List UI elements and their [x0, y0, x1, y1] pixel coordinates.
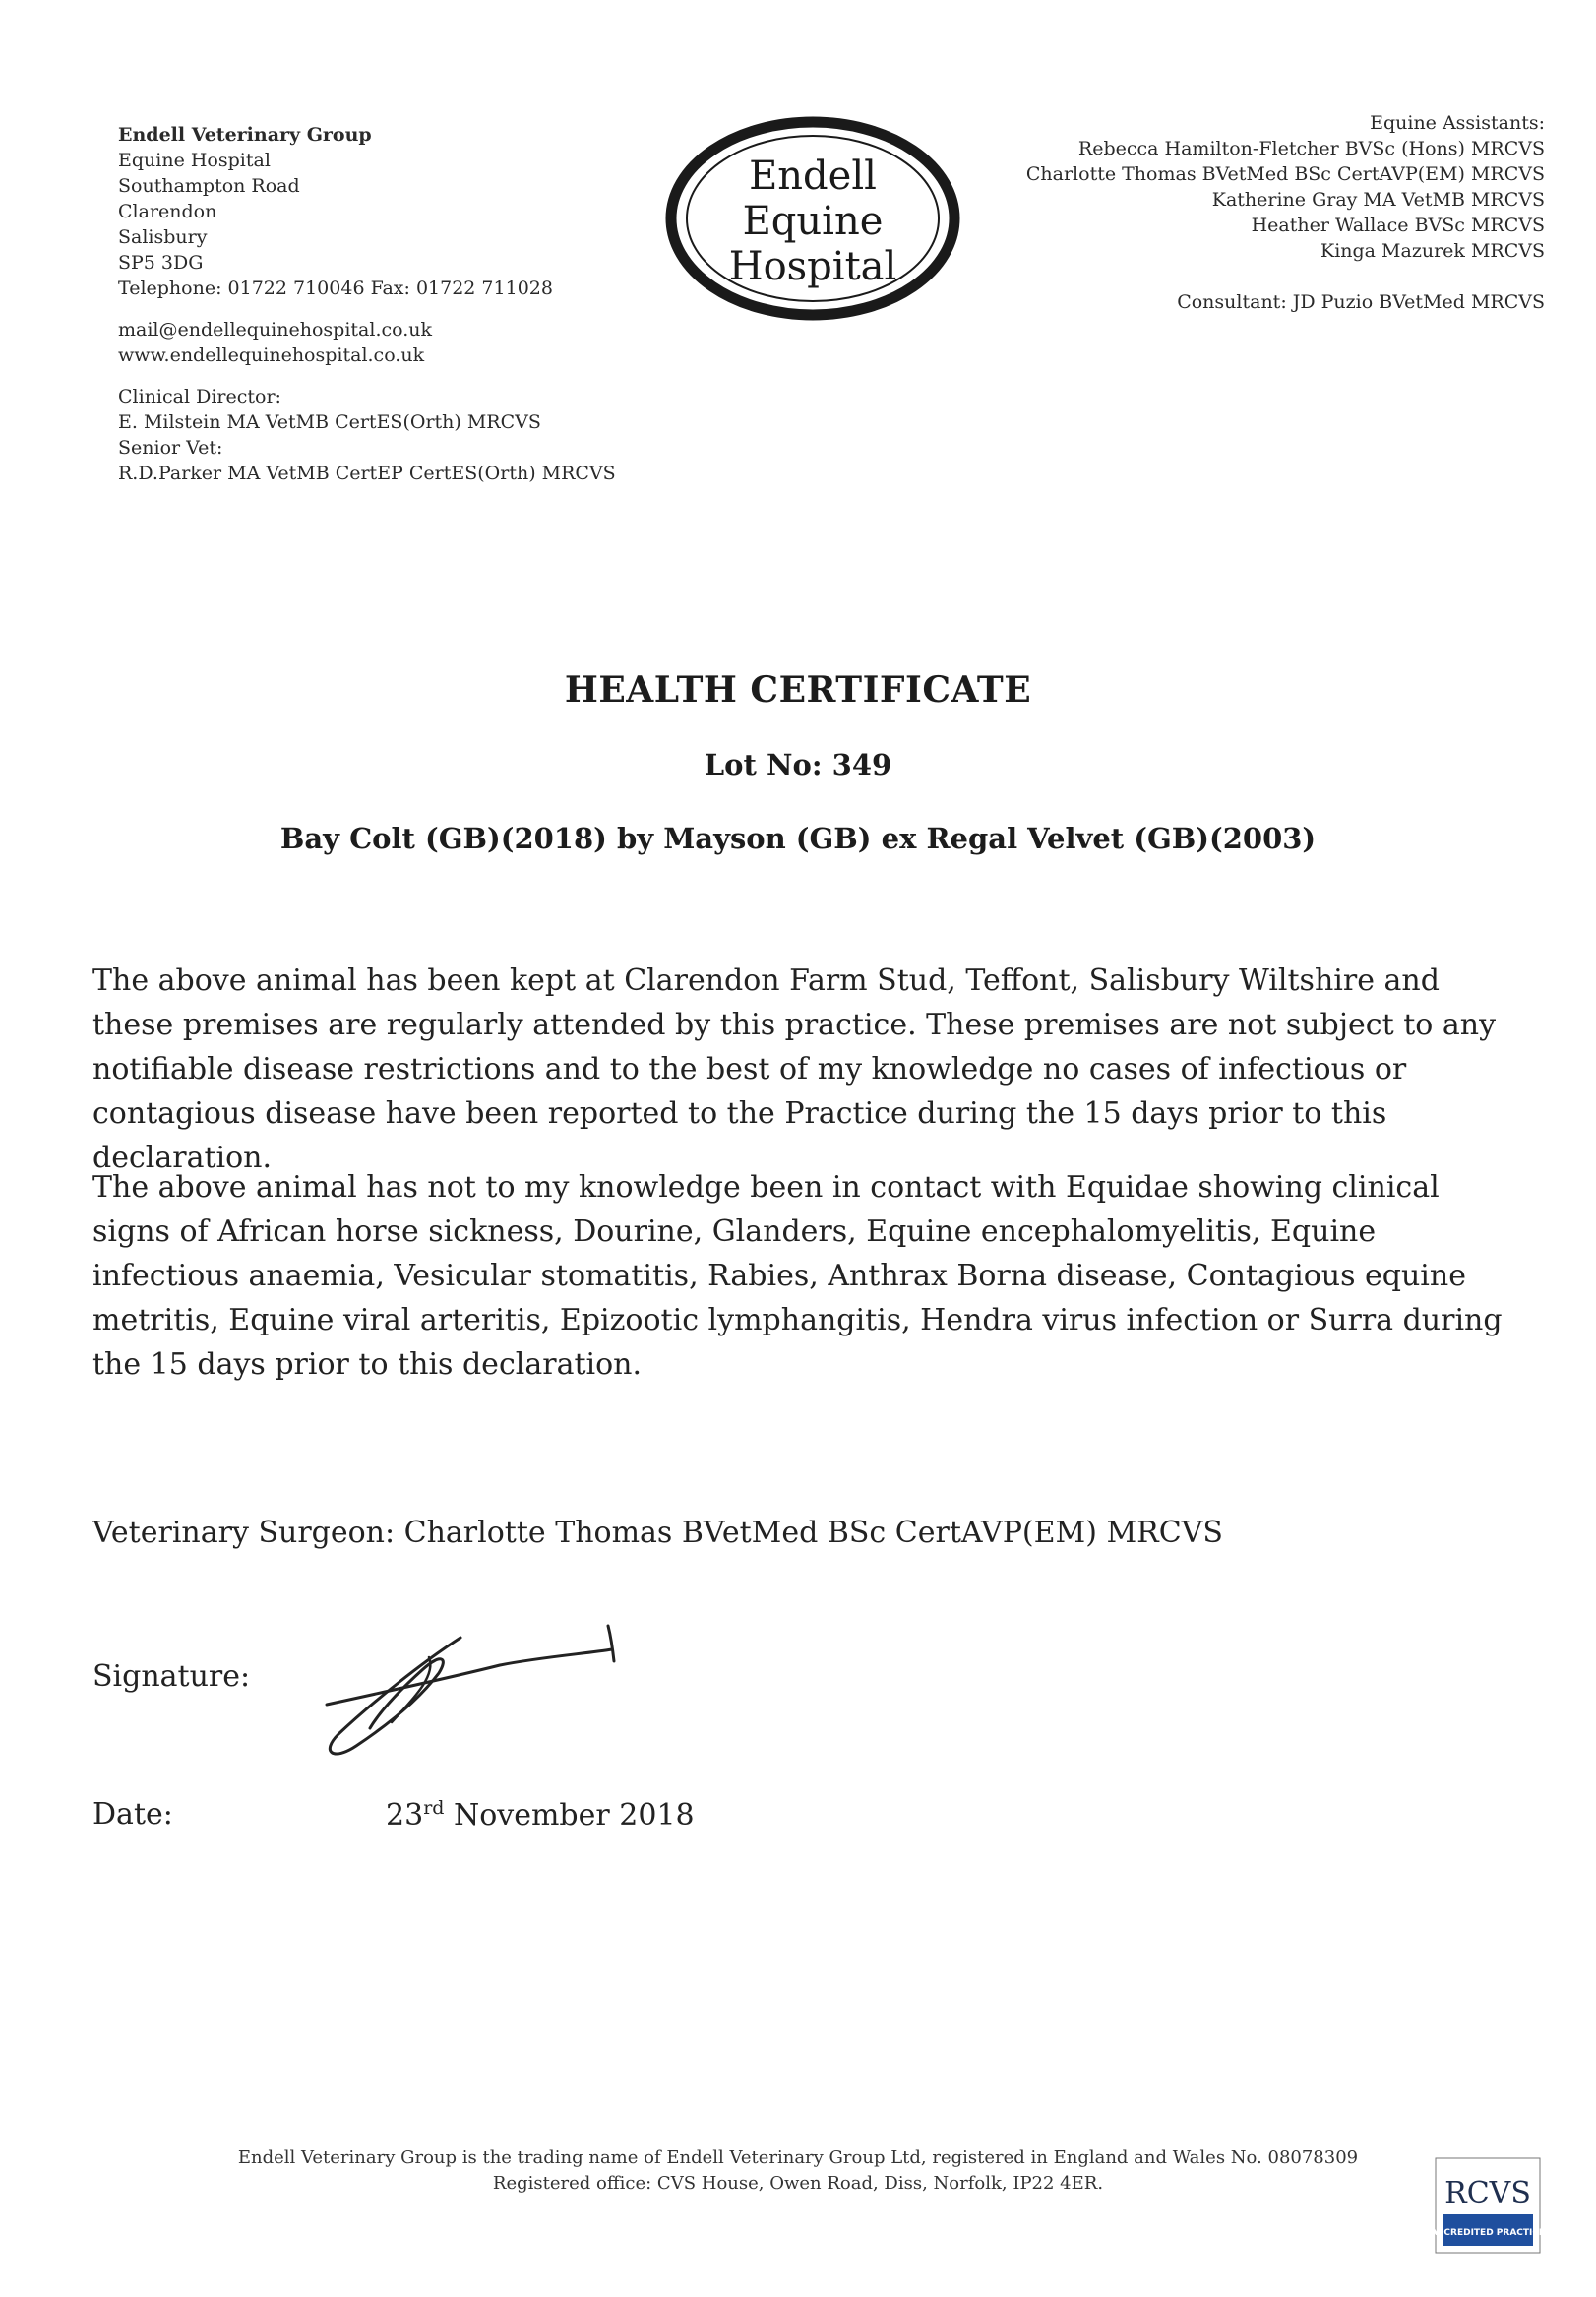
clinical-director: E. Milstein MA VetMB CertES(Orth) MRCVS — [118, 411, 541, 433]
telephone-fax: Telephone: 01722 710046 Fax: 01722 711028 — [118, 278, 553, 299]
logo-oval-icon — [665, 114, 960, 323]
date-label: Date: — [92, 1797, 173, 1831]
rcvs-badge-icon — [1435, 2157, 1541, 2254]
assistant-name: Katherine Gray MA VetMB MRCVS — [1211, 189, 1545, 211]
website-link[interactable]: www.endellequinehospital.co.uk — [118, 344, 425, 366]
veterinary-surgeon: Veterinary Surgeon: Charlotte Thomas BVetMed BSc CertAVP(EM) MRCVS — [92, 1516, 1223, 1550]
badge-bottom-text: ACCREDITED PRACTICE — [1435, 2228, 1541, 2238]
senior-vet: R.D.Parker MA VetMB CertEP CertES(Orth) MRCVS — [118, 463, 616, 484]
assistant-name: Kinga Mazurek MRCVS — [1320, 240, 1545, 262]
address-line: Southampton Road — [118, 175, 300, 197]
address-line: Clarendon — [118, 201, 217, 222]
signature-label: Signature: — [92, 1659, 251, 1694]
logo-line-3: Hospital — [728, 244, 897, 289]
animal-description: Bay Colt (GB)(2018) by Mayson (GB) ex Regal Velvet (GB)(2003) — [279, 822, 1317, 855]
signature-icon — [313, 1614, 634, 1764]
assistant-name: Rebecca Hamilton-Fletcher BVSc (Hons) MRCVS — [1077, 138, 1545, 159]
practice-address-block — [118, 122, 616, 486]
badge-top-text: RCVS — [1444, 2176, 1531, 2210]
email-link[interactable]: mail@endellequinehospital.co.uk — [118, 319, 433, 341]
address-line: SP5 3DG — [118, 252, 204, 274]
logo-line-1: Endell — [749, 154, 877, 199]
assistant-name: Charlotte Thomas BVetMed BSc CertAVP(EM) MRCVS — [1025, 163, 1545, 185]
hospital-logo — [665, 114, 960, 323]
equine-assistants-block — [1026, 110, 1545, 315]
declaration-paragraph-1: The above animal has been kept at Clarendon Farm Stud, Teffont, Salisbury Wiltshire and these premises are regularly attended by this practice. These premises are not subject to any notifiable disease restrictions and to the best of my knowledge no cases of infectious or contagious disease have been reported to the Practice during the 15 days prior to this declaration. — [92, 963, 1497, 1175]
lot-number: Lot No: 349 — [704, 748, 892, 781]
footer-line-1: Endell Veterinary Group is the trading name of Endell Veterinary Group Ltd, registered in England and Wales No. 08078309 — [237, 2147, 1359, 2168]
certificate-date — [386, 1797, 695, 1832]
address-line: Salisbury — [118, 226, 208, 248]
address-line: Equine Hospital — [118, 150, 271, 171]
assistants-label: Equine Assistants: — [1370, 112, 1545, 134]
senior-vet-label: Senior Vet: — [118, 437, 223, 459]
logo-line-2: Equine — [742, 199, 884, 244]
declaration-paragraph-2: The above animal has not to my knowledge been in contact with Equidae showing clinical signs of African horse sickness, Dourine, Glanders, Equine encephalomyelitis, Equine infectious anaemia, Vesicular stomatitis, Rabies, Anthrax Borna disease, Contagious equine metritis, Equine viral arteritis, Epizootic lymphangitis, Hendra virus infection or Surra during the 15 days prior to this declaration. — [92, 1170, 1503, 1382]
rcvs-accredited-badge — [1435, 2157, 1541, 2254]
clinical-director-label: Clinical Director: — [118, 386, 281, 407]
date-day: 23 — [386, 1798, 424, 1832]
footer — [0, 2145, 1596, 2197]
consultant: Consultant: JD Puzio BVetMed MRCVS — [1177, 291, 1545, 313]
date-rest: November 2018 — [444, 1798, 695, 1832]
date-suffix: rd — [423, 1797, 445, 1819]
footer-line-2: Registered office: CVS House, Owen Road, Diss, Norfolk, IP22 4ER. — [492, 2173, 1104, 2194]
handwritten-signature — [313, 1614, 634, 1764]
certificate-title: HEALTH CERTIFICATE — [564, 669, 1032, 711]
practice-name: Endell Veterinary Group — [118, 124, 372, 146]
assistant-name: Heather Wallace BVSc MRCVS — [1251, 215, 1545, 236]
